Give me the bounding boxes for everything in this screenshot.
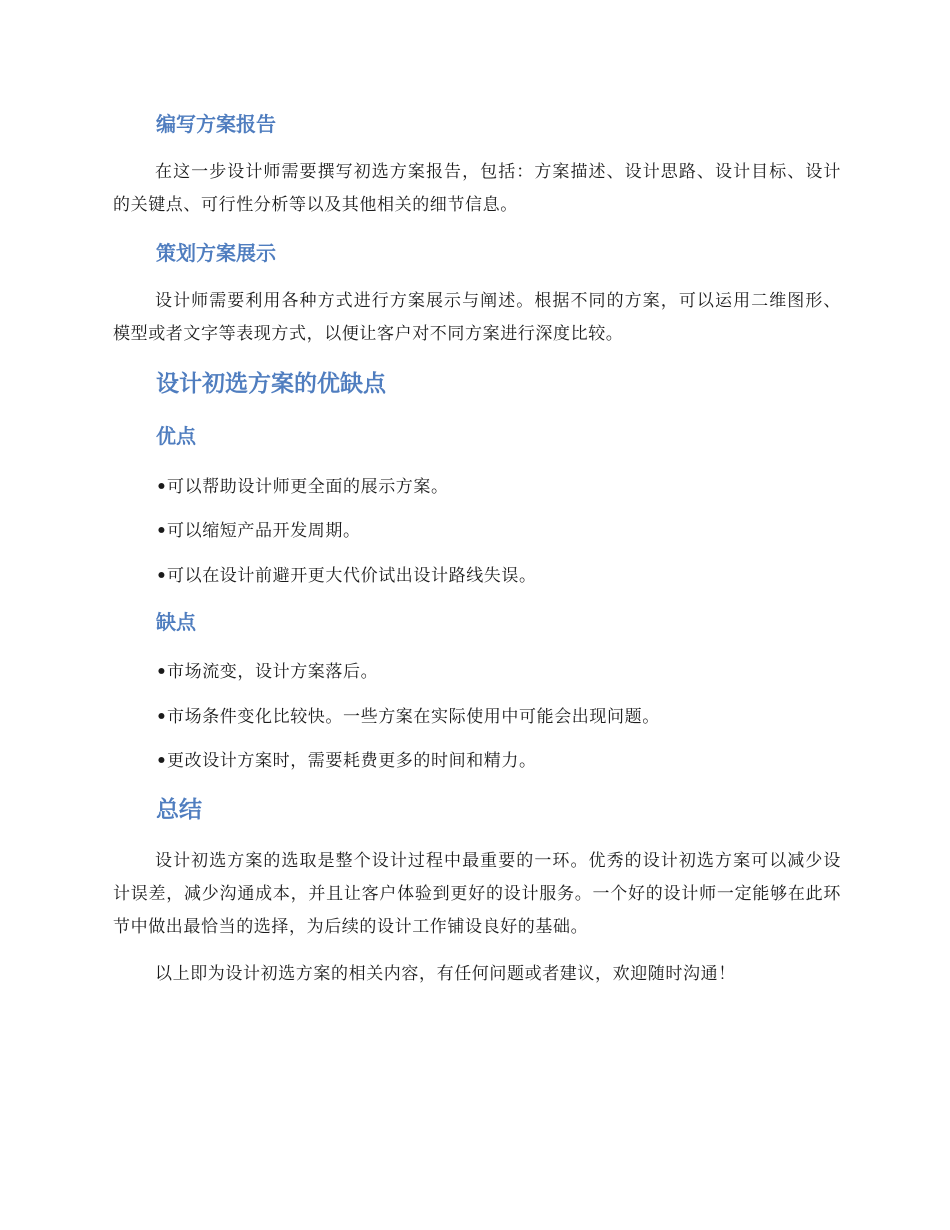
section-paragraph-report: 在这一步设计师需要撰写初选方案报告，包括：方案描述、设计思路、设计目标、设计的关键点、可行性分析等以及其他相关的细节信息。 <box>113 162 841 215</box>
bullet-icon: • <box>156 662 168 682</box>
pros-heading: 优点 <box>156 424 196 448</box>
bullet-icon: • <box>156 521 168 541</box>
cons-item-text: 市场条件变化比较快。一些方案在实际使用中可能会出现问题。 <box>167 707 660 727</box>
cons-item <box>156 659 378 685</box>
summary-paragraph: 设计初选方案的选取是整个设计过程中最重要的一环。优秀的设计初选方案可以减少设计误差，减少沟通成本，并且让客户体验到更好的设计服务。一个好的设计师一定能够在此环节中做出最恰当的选择，为后续的设计工作铺设良好的基础。 <box>113 851 841 937</box>
pros-item <box>156 474 449 500</box>
bullet-icon: • <box>156 566 168 586</box>
pros-item <box>156 563 537 589</box>
section-heading-presentation: 策划方案展示 <box>156 241 276 265</box>
section-heading-report: 编写方案报告 <box>156 112 276 136</box>
pros-item-text: 可以在设计前避开更大代价试出设计路线失误。 <box>167 566 537 586</box>
bullet-icon: • <box>156 751 168 771</box>
pros-item <box>156 518 361 544</box>
cons-heading: 缺点 <box>156 610 196 634</box>
cons-item <box>156 704 660 730</box>
closing-paragraph: 以上即为设计初选方案的相关内容，有任何问题或者建议，欢迎随时沟通！ <box>155 964 736 984</box>
bullet-icon: • <box>156 477 168 497</box>
cons-item <box>156 748 537 774</box>
bullet-icon: • <box>156 707 168 727</box>
section-paragraph-presentation: 设计师需要利用各种方式进行方案展示与阐述。根据不同的方案，可以运用二维图形、模型或者文字等表现方式，以便让客户对不同方案进行深度比较。 <box>113 291 841 344</box>
cons-item-text: 更改设计方案时，需要耗费更多的时间和精力。 <box>167 751 537 771</box>
summary-heading: 总结 <box>156 797 202 823</box>
main-heading-pros-cons: 设计初选方案的优缺点 <box>156 371 386 397</box>
pros-item-text: 可以帮助设计师更全面的展示方案。 <box>167 477 449 497</box>
pros-item-text: 可以缩短产品开发周期。 <box>167 521 361 541</box>
cons-item-text: 市场流变，设计方案落后。 <box>167 662 379 682</box>
